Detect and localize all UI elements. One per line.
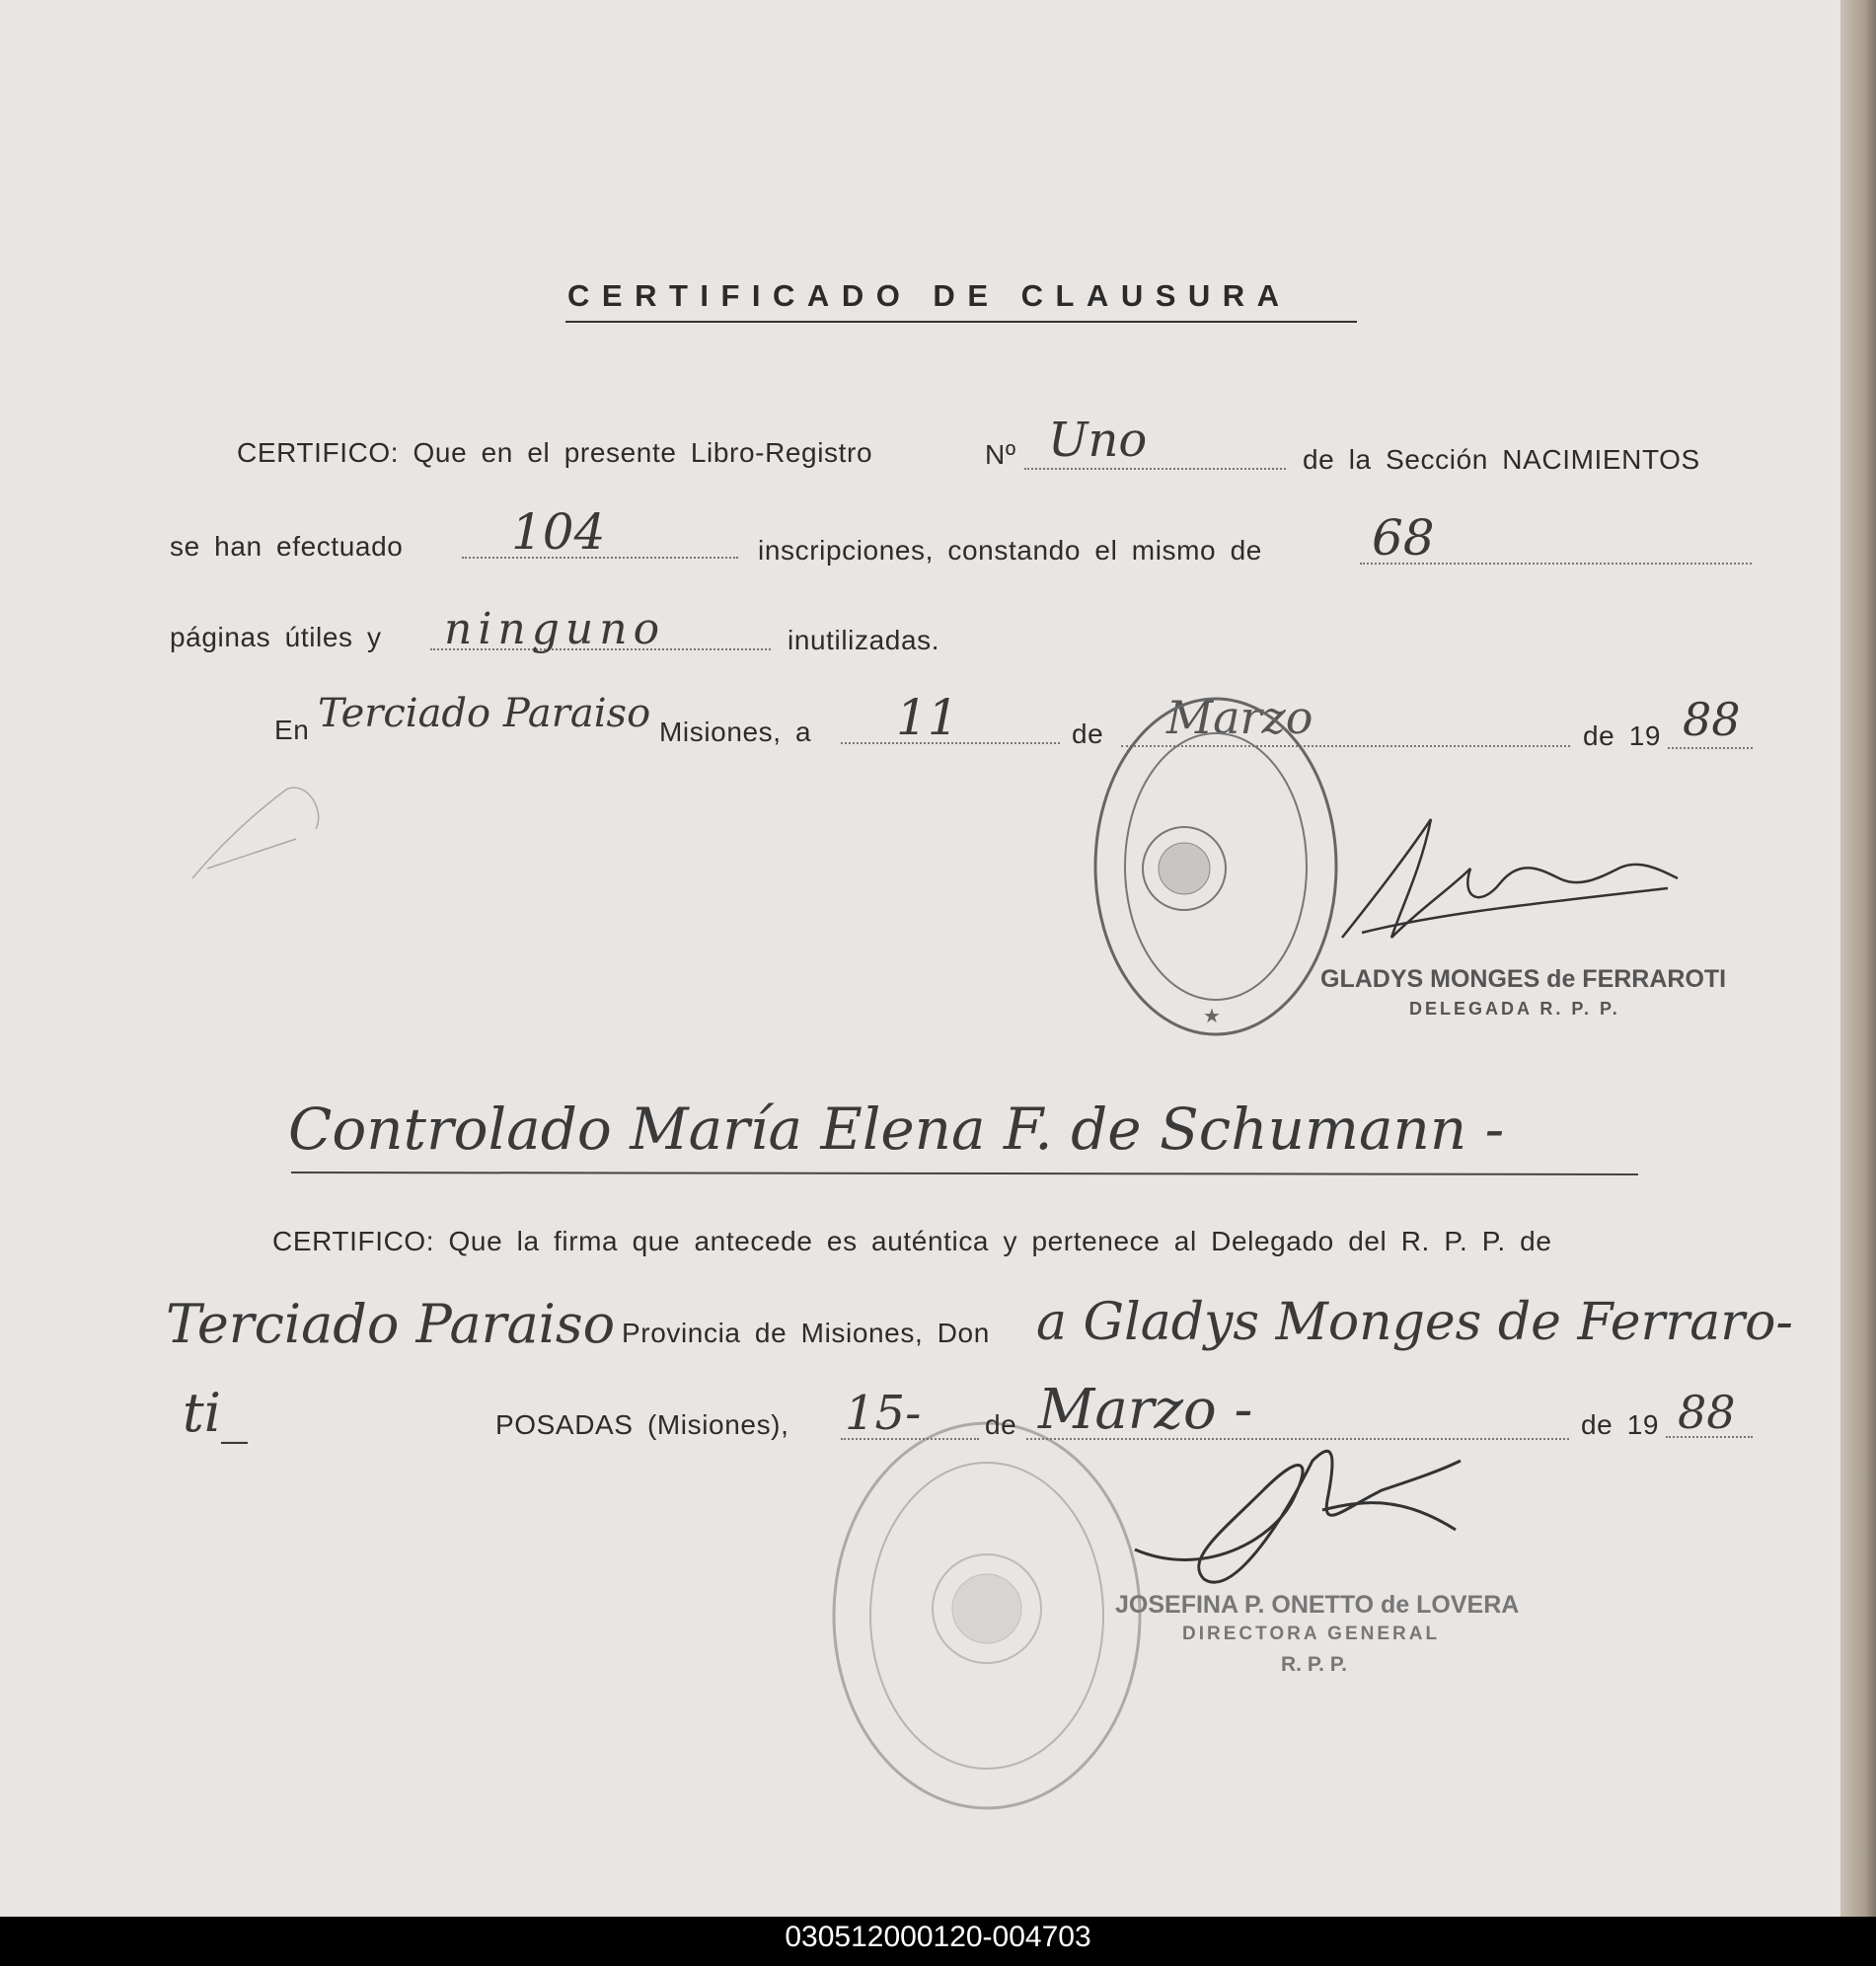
signature-2-name: JOSEFINA P. ONETTO de LOVERA [1115,1591,1520,1619]
s2-de-label: de [985,1409,1017,1440]
s1-de-label: de [1072,718,1104,749]
s1-line2-middle: inscripciones, constando el mismo de [758,535,1262,566]
registro-stamp-1 [1095,699,1336,1034]
signature-2-org: R. P. P. [1281,1653,1347,1676]
registro-stamp-2 [834,1423,1140,1808]
s2-line1: CERTIFICO: Que la firma que antecede es auténtica y pertenece al Delegado del R. P. P. de [272,1226,1552,1256]
s2-year-value: 88 [1678,1386,1736,1439]
signature-2-title: DIRECTORA GENERAL [1182,1624,1441,1644]
svg-text:★: ★ [1203,1004,1221,1027]
s1-paginas-value: 68 [1372,509,1435,567]
s1-inscripciones-value: 104 [511,503,606,561]
s1-year-value: 88 [1683,693,1741,746]
controlado-underline [291,1172,1638,1174]
signature-1-name: GLADYS MONGES de FERRAROTI [1320,965,1727,993]
s1-year-prefix: de 19 [1583,720,1662,751]
s1-place-value: Terciado Paraiso [318,691,651,736]
s1-place-mid: Misiones, a [659,717,812,747]
signature-2-scrawl [1135,1451,1461,1582]
s2-line2-mid: Provincia de Misiones, Don [622,1318,990,1348]
s1-month-value: Marzo [1166,691,1313,744]
s1-libro-num-value: Uno [1048,413,1148,468]
document-title: CERTIFICADO DE CLAUSURA [567,278,1292,313]
s1-day-value: 11 [896,689,959,746]
controlado-note: Controlado María Elena F. de Schumann - [288,1096,1505,1163]
signature-1-title: DELEGADA R. P. P. [1409,999,1620,1019]
signature-1-scrawl [1342,819,1678,938]
s2-posadas-prefix: POSADAS (Misiones), [495,1409,789,1440]
s2-don-value: a Gladys Monges de Ferraro- [1036,1293,1793,1352]
s1-line3-prefix: páginas útiles y [170,622,382,652]
s2-month-value: Marzo - [1038,1378,1253,1442]
s2-day-value: 15- [845,1386,922,1441]
s2-don-value-cont: ti_ [183,1382,248,1444]
s2-year-prefix: de 19 [1581,1409,1660,1440]
s1-line1-prefix: CERTIFICO: Que en el presente Libro-Registro [237,437,873,468]
s1-line2-prefix: se han efectuado [170,531,404,562]
pencil-mark [192,788,319,878]
s1-libro-num-label: Nº [985,439,1016,470]
document-id: 030512000120-004703 [785,1921,1091,1953]
s1-line3-suffix: inutilizadas. [788,625,940,655]
s2-place-value: Terciado Paraiso [166,1293,616,1355]
s1-inutilizadas-value: ninguno [444,604,666,654]
s1-place-prefix: En [274,715,310,745]
s1-line1-suffix: de la Sección NACIMIENTOS [1303,444,1700,475]
